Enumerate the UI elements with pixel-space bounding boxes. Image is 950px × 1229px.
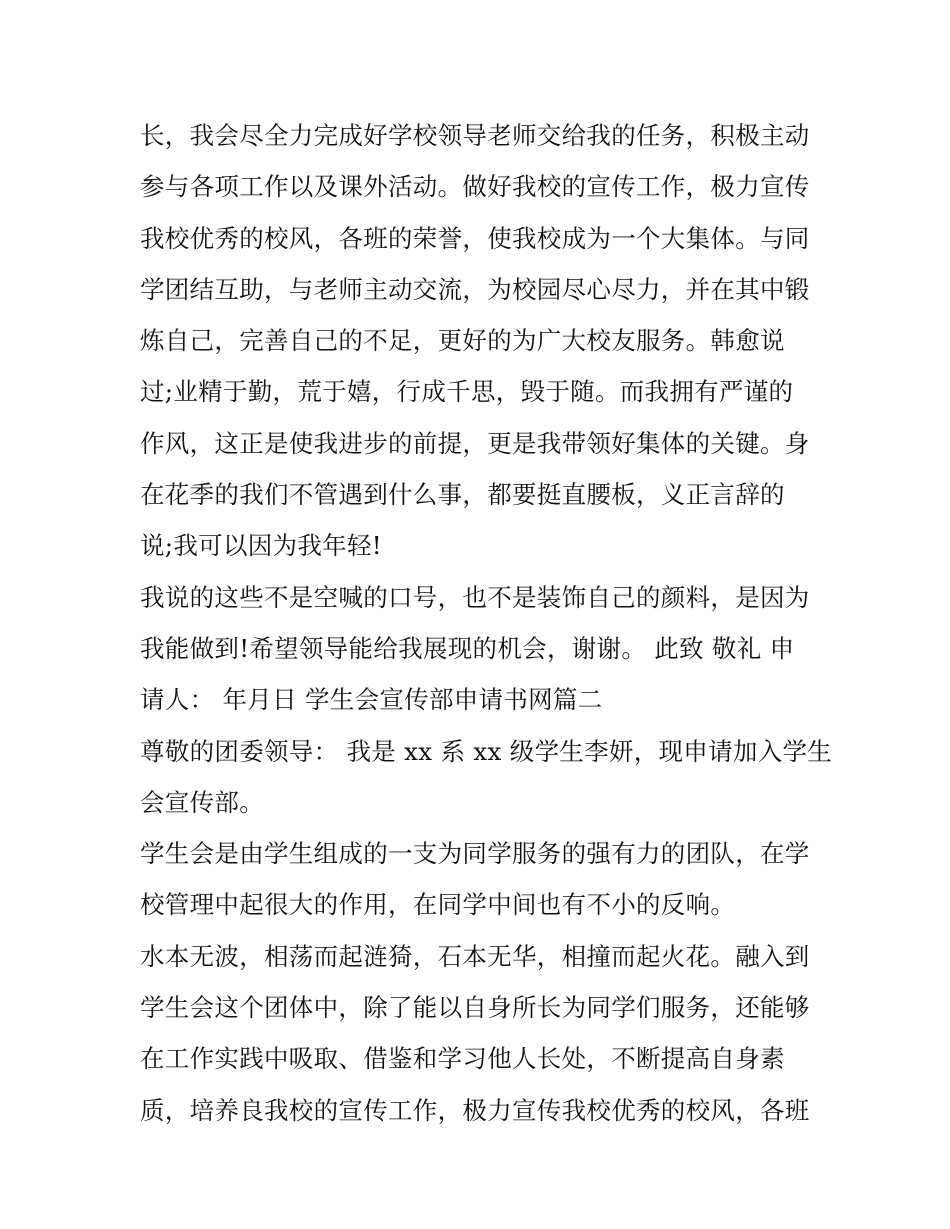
text-line: 会宣传部。 bbox=[140, 787, 264, 817]
text-line: 我能做到!希望领导能给我展现的机会，谢谢。 此致 敬礼 申 bbox=[140, 633, 795, 663]
text-line: 作风，这正是使我进步的前提，更是我带领好集体的关键。身 bbox=[140, 428, 810, 458]
text-line: 学生会这个团体中，除了能以自身所长为同学们服务，还能够 bbox=[140, 993, 810, 1023]
text-line: 请人： 年月日 学生会宣传部申请书网篇二 bbox=[140, 685, 603, 715]
text-line: 长，我会尽全力完成好学校领导老师交给我的任务，积极主动 bbox=[140, 121, 810, 150]
text-line: 校管理中起很大的作用，在同学中间也有不小的反响。 bbox=[140, 890, 736, 920]
text-line: 质，培养良我校的宣传工作，极力宣传我校优秀的校风，各班 bbox=[140, 1095, 810, 1125]
text-line: 参与各项工作以及课外活动。做好我校的宣传工作，极力宣传 bbox=[140, 172, 810, 202]
text-line: 在花季的我们不管遇到什么事，都要挺直腰板，义正言辞的 bbox=[140, 480, 785, 510]
text-line: 说;我可以因为我年轻! bbox=[140, 531, 382, 561]
body-text bbox=[140, 110, 833, 1136]
text-line: 在工作实践中吸取、借鉴和学习他人长处，不断提高自身素 bbox=[140, 1044, 785, 1074]
text-line: 我校优秀的校风，各班的荣誉，使我校成为一个大集体。与同 bbox=[140, 223, 810, 253]
text-line: 尊敬的团委领导： 我是 xx 系 xx 级学生李妍，现申请加入学生 bbox=[140, 736, 833, 766]
text-line: 我说的这些不是空喊的口号，也不是装饰自己的颜料，是因为 bbox=[140, 582, 810, 612]
text-line: 水本无波，相荡而起涟猗，石本无华，相撞而起火花。融入到 bbox=[140, 941, 810, 971]
text-line: 过;业精于勤，荒于嬉，行成千思，毁于随。而我拥有严谨的 bbox=[140, 377, 794, 407]
text-line: 学团结互助，与老师主动交流，为校园尽心尽力，并在其中锻 bbox=[140, 274, 810, 304]
text-line: 学生会是由学生组成的一支为同学服务的强有力的团队，在学 bbox=[140, 839, 810, 869]
text-line: 炼自己，完善自己的不足，更好的为广大校友服务。韩愈说 bbox=[140, 326, 785, 356]
